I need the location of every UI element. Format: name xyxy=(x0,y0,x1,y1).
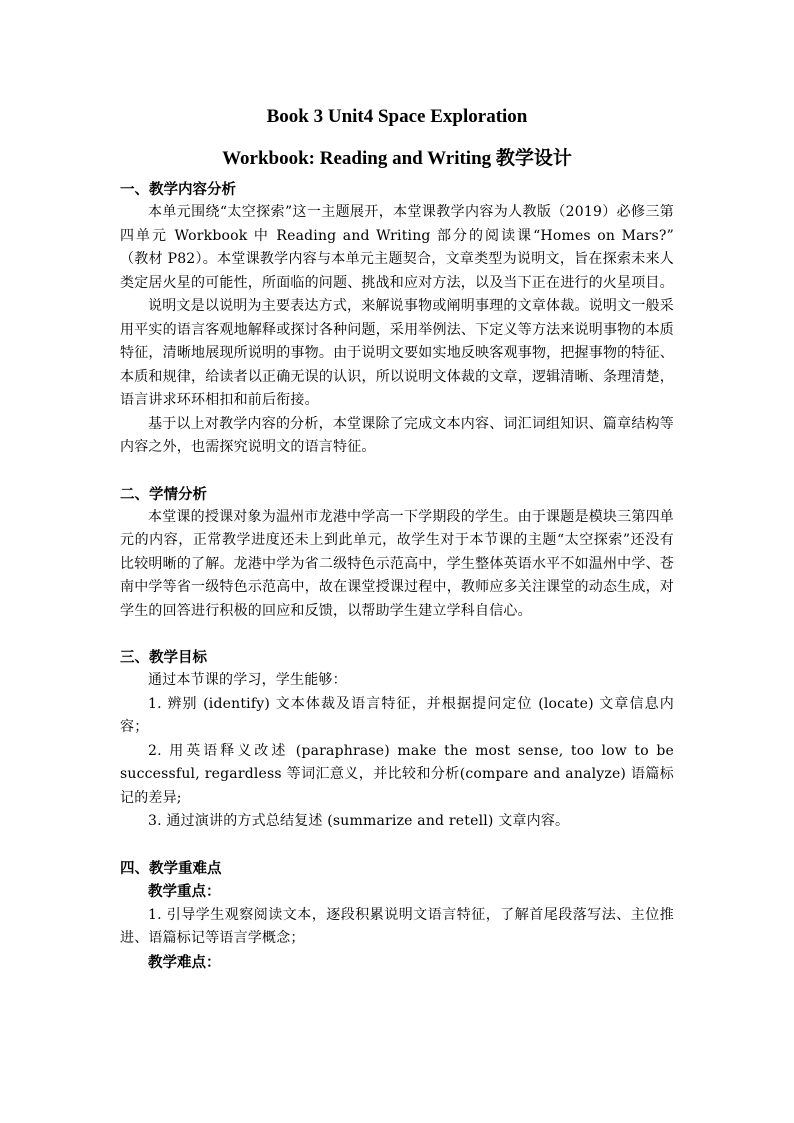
paragraph: 本单元围绕“太空探索”这一主题展开，本堂课教学内容为人教版（2019）必修三第四单元 Workbook 中 Reading and Writing 部分的阅读课“Homes on Mars?” （教材 P82）。本堂课教学内容与本单元主题契合，文章类型为说明文，旨在探索未来人类定居火星的可能性，所面临的问题、挑战和应对方法，以及当下正在进行的火星项目。 xyxy=(120,204,674,291)
objectives-intro: 通过本节课的学习，学生能够： xyxy=(148,672,347,688)
objective-item: 3. 通过演讲的方式总结复述 (summarize and retell) 文章内容。 xyxy=(148,813,570,829)
objective-item: 1. 辨别 (identify) 文本体裁及语言特征，并根据提问定位 (locate) 文章信息内容； xyxy=(120,695,674,735)
objective-item: 2. 用英语释义改述 (paraphrase) make the most sense, too low to be successful, regardless 等词汇意义，并比较和分析(compare and analyze) 语篇标记的差异; xyxy=(120,742,674,806)
section-heading-content-analysis: 一、教学内容分析 xyxy=(120,181,236,198)
paragraph: 说明文是以说明为主要表达方式，来解说事物或阐明事理的文章体裁。说明文一般采用平实的语言客观地解释或探讨各种问题，采用举例法、下定义等方法来说明事物的本质特征，清晰地展现所说明的事物。由于说明文要如实地反映客观事物，把握事物的特征、本质和规律，给读者以正确无误的认识，所以说明文体裁的文章，逻辑清晰、条理清楚，语言讲求环环相扣和前后衔接。 xyxy=(120,298,674,408)
key-points-label: 教学重点： xyxy=(148,882,221,900)
section-heading-key-difficult-points: 四、教学重难点 xyxy=(120,859,222,877)
paragraph: 本堂课的授课对象为温州市龙港中学高一下学期段的学生。由于课题是模块三第四单元的内容，正常教学进度还未上到此单元，故学生对于本节课的主题“太空探索”还没有比较明晰的了解。龙港中学为省二级特色示范高中，学生整体英语水平不如温州中学、苍南中学等省一级特色示范高中，故在课堂授课过程中，教师应多关注课堂的动态生成，对学生的回答进行积极的回应和反馈，以帮助学生建立学科自信心。 xyxy=(120,508,674,619)
document-subtitle: Workbook: Reading and Writing 教学设计 xyxy=(222,148,572,169)
document-page xyxy=(120,104,674,975)
paragraph: 基于以上对教学内容的分析，本堂课除了完成文本内容、词汇词组知识、篇章结构等内容之外，也需探究说明文的语言特征。 xyxy=(120,415,674,455)
difficult-points-label: 教学难点： xyxy=(148,953,221,971)
section-heading-learner-analysis: 二、学情分析 xyxy=(120,485,207,503)
document-title: Book 3 Unit4 Space Exploration xyxy=(266,106,528,127)
key-point-item: 1. 引导学生观察阅读文本，逐段积累说明文语言特征，了解首尾段落写法、主位推进、语篇标记等语言学概念； xyxy=(120,906,674,946)
section-heading-teaching-objectives: 三、教学目标 xyxy=(120,649,207,666)
